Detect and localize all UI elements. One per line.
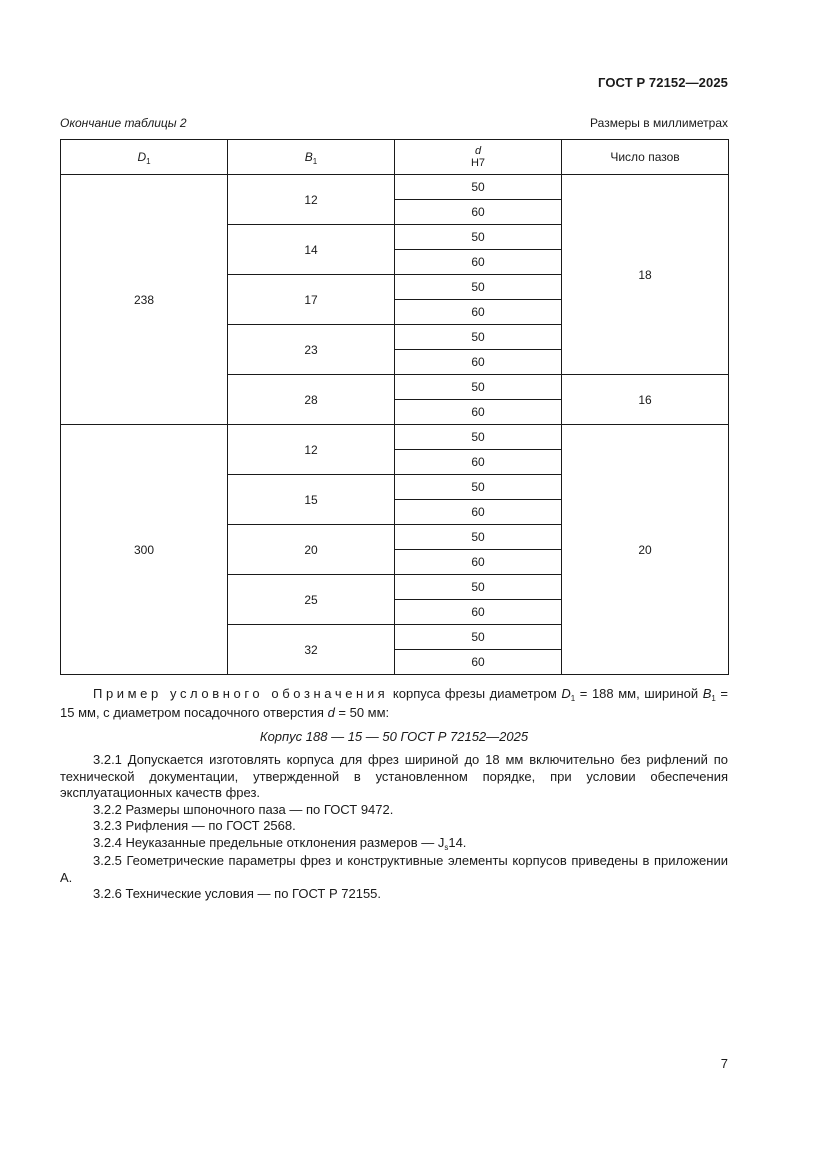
cell-d: 50 <box>395 525 562 550</box>
col-header-d1: $D_1$ <box>61 140 228 175</box>
cell-d: 50 <box>395 575 562 600</box>
cell-d: 50 <box>395 275 562 300</box>
cell-b1: 15 <box>228 475 395 525</box>
cell-d: 60 <box>395 500 562 525</box>
cell-grooves: 16 <box>562 375 729 425</box>
cell-b1: 12 <box>228 175 395 225</box>
cell-grooves: 18 <box>562 175 729 375</box>
example-paragraph: Пример условного обозначения корпуса фрезы диаметром $D_1 = 188$ мм, шириной $B_1 = 15$ мм, с диаметром посадочного отверстия d = 50 мм: <box>60 686 728 720</box>
cell-b1: 14 <box>228 225 395 275</box>
table-row <box>61 175 729 200</box>
cell-grooves: 20 <box>562 425 729 675</box>
cell-b1: 17 <box>228 275 395 325</box>
cell-b1: 32 <box>228 625 395 675</box>
col-header-d-h7: d H7 <box>395 140 562 175</box>
page-number: 7 <box>720 1056 728 1071</box>
cell-d: 60 <box>395 350 562 375</box>
cell-d: 60 <box>395 550 562 575</box>
cell-b1: 25 <box>228 575 395 625</box>
example-lead: Пример условного обозначения <box>93 686 389 701</box>
table-row <box>61 425 729 450</box>
cell-b1: 23 <box>228 325 395 375</box>
table-header-row <box>61 140 729 175</box>
cell-b1: 20 <box>228 525 395 575</box>
cell-b1: 12 <box>228 425 395 475</box>
cell-d: 60 <box>395 300 562 325</box>
units-note: Размеры в миллиметрах <box>590 116 728 130</box>
col-header-grooves: Число пазов <box>562 140 729 175</box>
cell-d: 60 <box>395 650 562 675</box>
col-header-b1: $B_1$ <box>228 140 395 175</box>
cell-d: 50 <box>395 225 562 250</box>
cell-d: 60 <box>395 400 562 425</box>
clause-3-2-3: 3.2.3 Рифления — по ГОСТ 2568. <box>93 818 296 833</box>
cell-d: 50 <box>395 425 562 450</box>
clause-3-2-5: 3.2.5 Геометрические параметры фрез и конструктивные элементы корпусов приведены в приложении А. <box>60 853 728 885</box>
cell-d: 60 <box>395 600 562 625</box>
clause-3-2-2: 3.2.2 Размеры шпоночного паза — по ГОСТ 9472. <box>93 801 394 817</box>
standard-header: ГОСТ Р 72152—2025 <box>598 75 728 90</box>
cell-d: 60 <box>395 450 562 475</box>
clause-3-2-4: 3.2.4 Неуказанные предельные отклонения размеров — $J_s14$. <box>93 834 467 852</box>
table-caption: Окончание таблицы 2 <box>60 116 187 130</box>
cell-b1: 28 <box>228 375 395 425</box>
cell-d1: 300 <box>61 425 228 675</box>
cell-d1: 238 <box>61 175 228 425</box>
example-designation: Корпус 188 — 15 — 50 ГОСТ Р 72152—2025 <box>259 729 529 744</box>
clause-3-2-1: 3.2.1 Допускается изготовлять корпуса для фрез шириной до 18 мм включительно без рифлений по технической документации, утвержденной в установленном порядке, при условии обеспечения эксплуатационных качеств фрез. <box>60 752 728 800</box>
cell-d: 50 <box>395 175 562 200</box>
cell-d: 50 <box>395 625 562 650</box>
cell-d: 50 <box>395 325 562 350</box>
cell-d: 50 <box>395 375 562 400</box>
cell-d: 60 <box>395 250 562 275</box>
dimensions-table <box>60 139 729 675</box>
clauses-section <box>60 752 728 903</box>
cell-d: 50 <box>395 475 562 500</box>
clause-3-2-6: 3.2.6 Технические условия — по ГОСТ Р 72155. <box>93 886 382 901</box>
cell-d: 60 <box>395 200 562 225</box>
